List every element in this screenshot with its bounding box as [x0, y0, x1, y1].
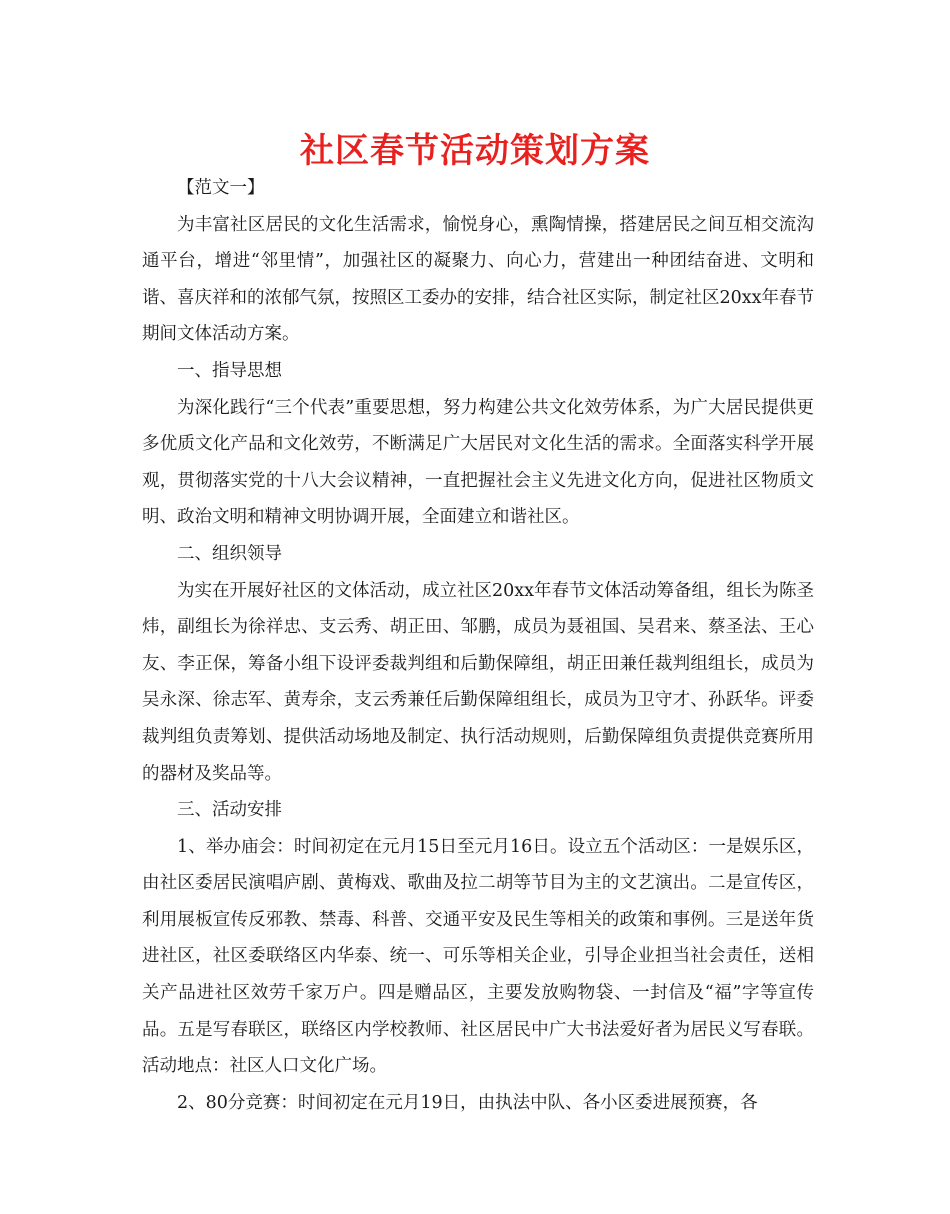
- guiding-thought-paragraph: 为深化践行“三个代表”重要思想，努力构建公共文化效劳体系，为广大居民提供更多优质文化产品和文化效劳，不断满足广大居民对文化生活的需求。全面落实科学开展观，贯彻落实党的十八大会议精神，一直把握社会主义先进文化方向，促进社区物质文明、政治文明和精神文明协调开展，全面建立和谐社区。: [142, 397, 814, 528]
- section-label: 【范文一】: [177, 178, 265, 198]
- arrangement-item-temple-fair: 1、举办庙会：时间初定在元月15日至元月16日。设立五个活动区：一是娱乐区，由社区委居民演唱庐剧、黄梅戏、歌曲及拉二胡等节目为主的文艺演出。二是宣传区，利用展板宣传反邪教、禁毒、科普、交通平安及民生等相关的政策和事例。三是送年货进社区，社区委联络区内华泰、统一、可乐等相关企业，引导企业担当社会责任，送相关产品进社区效劳千家万户。四是赠品区，主要发放购物袋、一封信及“福”字等宣传品。五是写春联区，联络区内学校教师、社区居民中广大书法爱好者为居民义写春联。活动地点：社区人口文化广场。: [142, 836, 814, 1077]
- arrangement-item-card-game: 2、80分竞赛：时间初定在元月19日，由执法中队、各小区委进展预赛，各: [177, 1092, 758, 1113]
- document-title: 社区春节活动策划方案: [300, 131, 650, 171]
- intro-paragraph: 为丰富社区居民的文化生活需求，愉悦身心，熏陶情操，搭建居民之间互相交流沟通平台，增进“邻里情”，加强社区的凝聚力、向心力，营建出一种团结奋进、文明和谐、喜庆祥和的浓郁气氛，按照区工委办的安排，结合社区实际，制定社区20xx年春节期间文体活动方案。: [142, 214, 815, 345]
- section-heading-guiding-thought: 一、指导思想: [177, 360, 282, 381]
- section-heading-arrangement: 三、活动安排: [177, 800, 282, 821]
- organization-paragraph: 为实在开展好社区的文体活动，成立社区20xx年春节文体活动筹备组，组长为陈圣炜，副组长为徐祥忠、支云秀、胡正田、邹鹏，成员为聂祖国、吴君来、蔡圣法、王心友、李正保，筹备小组下设评委裁判组和后勤保障组，胡正田兼任裁判组组长，成员为吴永深、徐志军、黄寿余，支云秀兼任后勤保障组组长，成员为卫守才、孙跃华。评委裁判组负责筹划、提供活动场地及制定、执行活动规则，后勤保障组负责提供竞赛所用的器材及奖品等。: [142, 580, 815, 784]
- document-body: [142, 170, 814, 1121]
- section-heading-organization: 二、组织领导: [177, 543, 282, 564]
